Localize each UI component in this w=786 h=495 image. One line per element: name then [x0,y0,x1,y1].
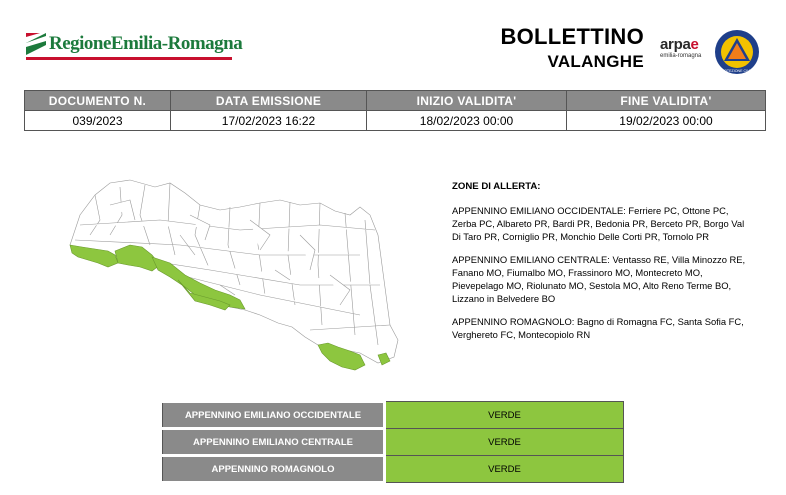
header-validity-end: FINE VALIDITA' [567,91,766,111]
alert-zone-name: APPENNINO ROMAGNOLO [163,456,385,483]
arpae-logo-sub: emilia-romagna [660,53,702,59]
region-logo-text: RegioneEmilia-Romagna [49,33,243,54]
alert-row [163,402,624,429]
issue-date: 17/02/2023 16:22 [171,111,367,131]
alert-level-badge: VERDE [385,402,624,429]
header-document-number: DOCUMENTO N. [25,91,171,111]
svg-text:PROTEZIONE CIVILE: PROTEZIONE CIVILE [719,69,755,73]
validity-start: 18/02/2023 00:00 [367,111,567,131]
arpae-logo [660,36,701,59]
alert-zone-name: APPENNINO EMILIANO OCCIDENTALE [163,402,385,429]
zone-description-romagnolo: APPENNINO ROMAGNOLO: Bagno di Romagna FC, Santa Sofia FC, Verghereto FC, Montecopiolo RN [452,316,744,340]
region-logo-underline [26,57,232,60]
region-flag-icon [26,33,46,55]
alert-row [163,429,624,456]
bulletin-title-block [500,24,644,72]
document-number: 039/2023 [25,111,171,131]
zone-description-centrale: APPENNINO EMILIANO CENTRALE: Ventasso RE, Villa Minozzo RE, Fanano MO, Fiumalbo MO, Frassinoro MO, Montecreto MO, Pievepelago MO, Riolunato MO, Sestola MO, Alto Reno Terme BO, Lizzano in Belvedere BO [452,254,746,304]
region-logo [26,33,242,55]
alert-zone-name: APPENNINO EMILIANO CENTRALE [163,429,385,456]
bulletin-info-table [24,90,766,131]
protezione-civile-logo-icon [714,29,760,75]
bulletin-title: BOLLETTINO [500,24,644,49]
alert-zones-list [452,180,752,351]
alert-zones-heading: ZONE DI ALLERTA: [452,181,541,192]
header-issue-date: DATA EMISSIONE [171,91,367,111]
info-table-value-row [25,111,766,131]
validity-end: 19/02/2023 00:00 [567,111,766,131]
zone-description-occidentale: APPENNINO EMILIANO OCCIDENTALE: Ferriere PC, Ottone PC, Zerba PC, Albareto PR, Bardi PR, Bedonia PR, Berceto PR, Borgo Val Di Taro PR, Corniglio PR, Monchio Delle Corti PR, Tornolo PR [452,205,745,242]
alert-row [163,456,624,483]
info-table-header-row [25,91,766,111]
alert-zones-map [60,175,420,385]
bulletin-subtitle: VALANGHE [547,52,644,71]
alert-level-badge: VERDE [385,429,624,456]
arpae-logo-word: arpae [660,36,699,53]
alert-level-table [162,400,624,484]
alert-level-badge: VERDE [385,456,624,483]
header-validity-start: INIZIO VALIDITA' [367,91,567,111]
